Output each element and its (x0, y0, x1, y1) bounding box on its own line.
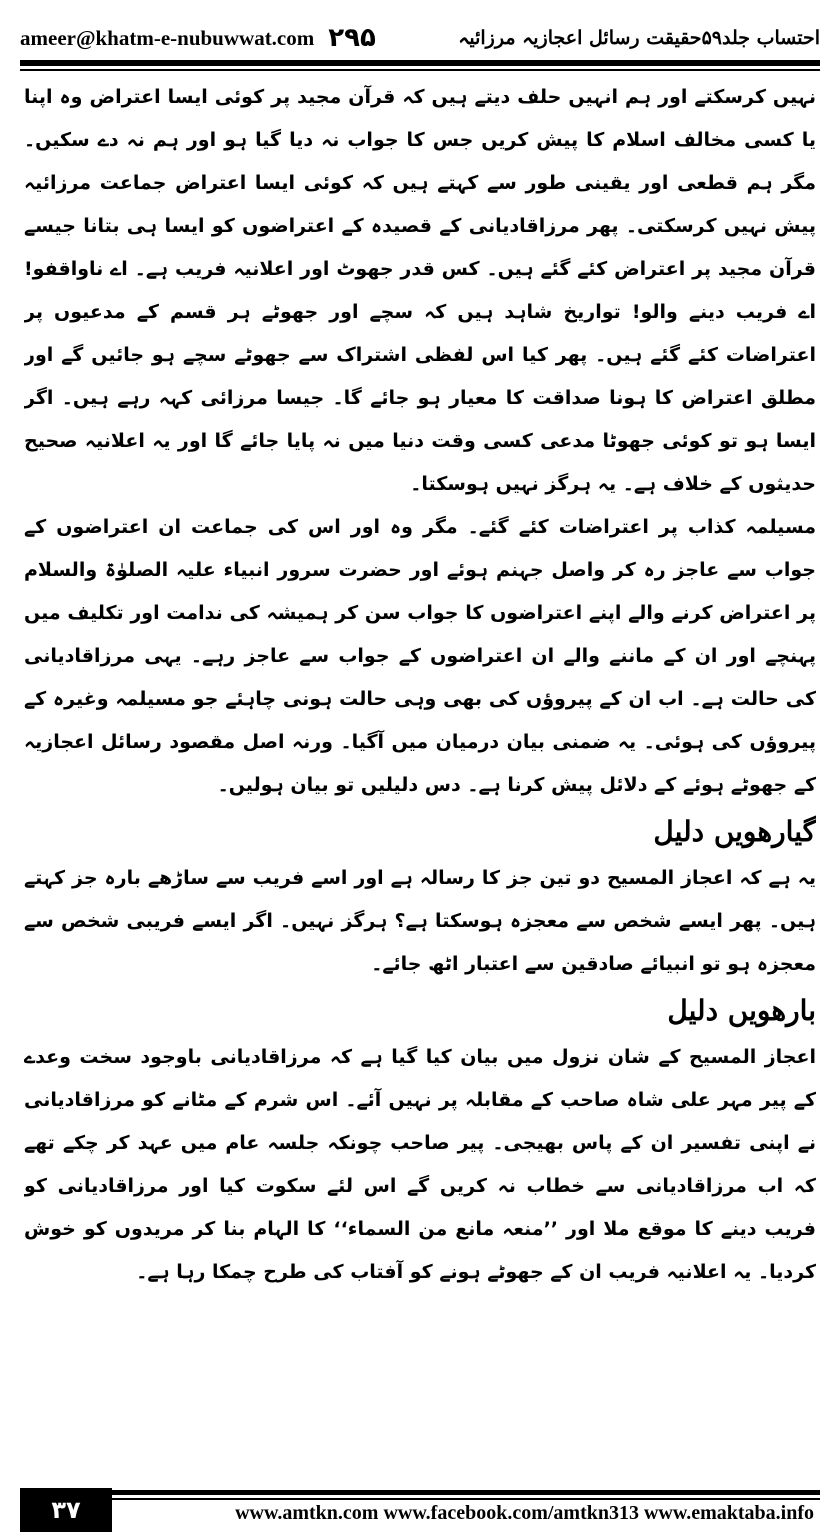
body-text (24, 76, 816, 1476)
page-footer (20, 1488, 820, 1532)
running-title: احتساب جلد۵۹حقیقت رسائل اعجازیہ مرزائیہ (458, 27, 820, 49)
footer-links: www.amtkn.com www.facebook.com/amtkn313 www.emaktaba.info (235, 1502, 814, 1524)
header-email: ameer@khatm-e-nubuwwat.com (20, 25, 315, 50)
footer-rule-thick (112, 1490, 820, 1495)
paragraph-2: مسیلمہ کذاب پر اعتراضات کئے گئے۔ مگر وہ اور اس کی جماعت ان اعتراضوں کے جواب سے عاجز رہ کر واصل جہنم ہوئے اور حضرت سرور انبیاء علیہ الصلوٰۃ والسلام پر اعتراض کرنے والے اپنے اعتراضوں کا جواب سن کر ہمیشہ کی ندامت اور تکلیف میں پہنچے اور ان کے ماننے والے ان اعتراضوں کے جواب سے عاجز رہے۔ یہی مرزاقادیانی کی حالت ہے۔ اب ان کے پیروؤں کی بھی وہی حالت ہونی چاہئے جو مسیلمہ وغیرہ کے پیروؤں کی ہوئی۔ یہ ضمنی بیان درمیان میں آگیا۔ ورنہ اصل مقصود رسائل اعجازیہ کے جھوٹے ہوئے کے دلائل پیش کرنا ہے۔ دس دلیلیں تو بیان ہولیں۔ (24, 516, 816, 796)
header-left (20, 23, 376, 53)
paragraph-1: نہیں کرسکتے اور ہم انہیں حلف دیتے ہیں کہ قرآن مجید پر کوئی ایسا اعتراض وہ اپنا یا کسی مخالف اسلام کا پیش کریں جس کا جواب نہ دیا گیا ہو اور ہم نہ دے سکیں۔ مگر ہم قطعی اور یقینی طور سے کہتے ہیں کہ کوئی ایسا اعتراض جماعت مرزائیہ پیش نہیں کرسکتی۔ پھر مرزاقادیانی کے قصیدہ کے اعتراضوں کو ایسا ہی بتانا جیسے قرآن مجید پر اعتراض کئے گئے ہیں۔ کس قدر جھوٹ اور اعلانیہ فریب ہے۔ اے ناواقفو! اے فریب دینے والو! تواریخ شاہد ہیں کہ سچے اور جھوٹے ہر قسم کے مدعیوں پر اعتراضات کئے گئے ہیں۔ پھر کیا اس لفظی اشتراک سے جھوٹے سچے ہو جائیں گے اور مطلق اعتراض کا ہونا صداقت کا معیار ہو جائے گا۔ جیسا مرزائی کہہ رہے ہیں۔ اگر ایسا ہو تو کوئی جھوٹا مدعی کسی وقت دنیا میں نہ پایا جائے گا اور یہ اعلانیہ صحیح حدیثوں کے خلاف ہے۔ یہ ہرگز نہیں ہوسکتا۔ (24, 86, 816, 495)
heading-eleventh-argument: گیارھویں دلیل (653, 815, 816, 848)
heading-twelfth-argument: بارھویں دلیل (667, 994, 816, 1027)
paragraph-3: یہ ہے کہ اعجاز المسیح دو تین جز کا رسالہ ہے اور اسے فریب سے ساڑھے بارہ جز کہتے ہیں۔ پھر ایسے شخص سے معجزہ ہوسکتا ہے؟ ہرگز نہیں۔ اگر ایسے فریبی شخص سے معجزہ ہو تو انبیائے صادقین سے اعتبار اٹھ جائے۔ (24, 867, 816, 975)
page-header (20, 18, 820, 58)
paragraph-4: اعجاز المسیح کے شان نزول میں بیان کیا گیا ہے کہ مرزاقادیانی باوجود سخت وعدے کے پیر مہر علی شاہ صاحب کے مقابلہ پر نہیں آئے۔ اس شرم کے مٹانے کو مرزاقادیانی نے اپنی تفسیر ان کے پاس بھیجی۔ پیر صاحب چونکہ جلسہ عام میں عہد کر چکے تھے کہ اب مرزاقادیانی سے خطاب نہ کریں گے اس لئے سکوت کیا اور مرزاقادیانی کو فریب دینے کا موقع ملا اور ’’منعہ مانع من السماء‘‘ کا الہام بنا کر مریدوں کو خوش کردیا۔ یہ اعلانیہ فریب ان کے جھوٹے ہونے کو آفتاب کی طرح چمکا رہا ہے۔ (24, 1046, 816, 1283)
header-page-number: ۲۹۵ (328, 23, 376, 53)
header-rule (20, 60, 820, 66)
footer-page-number: ۳۷ (20, 1488, 112, 1532)
footer-band (112, 1488, 820, 1532)
footer-rule-thin (112, 1498, 820, 1500)
